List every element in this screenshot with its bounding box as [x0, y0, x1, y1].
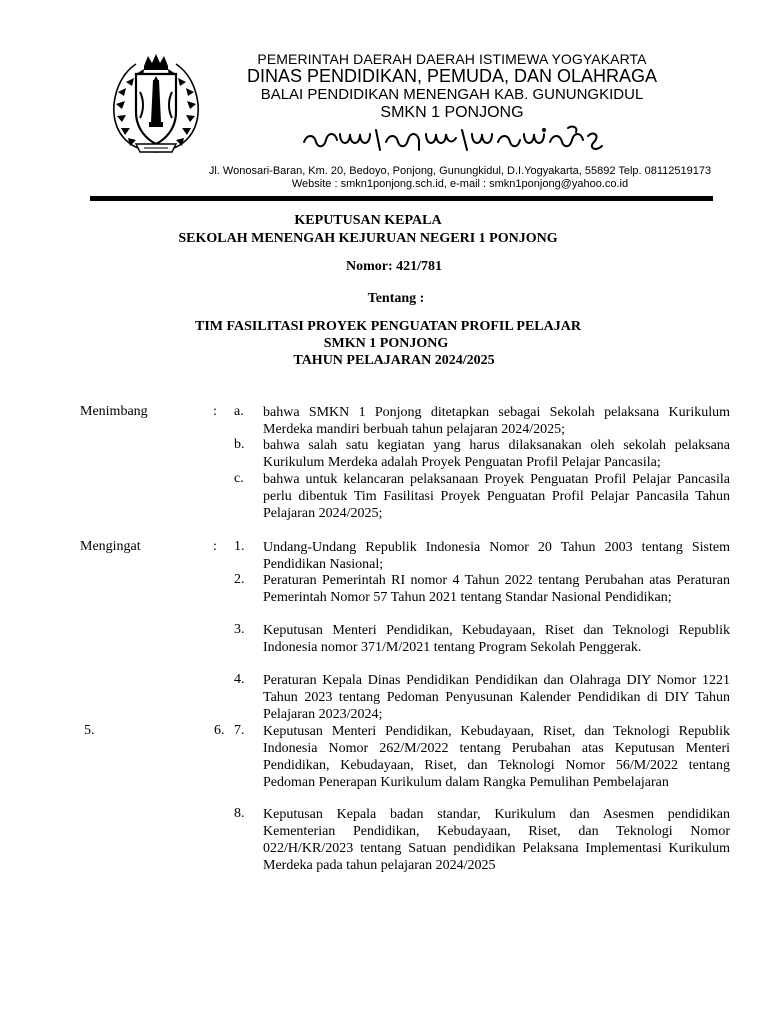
- list-item: Keputusan Menteri Pendidikan, Kebudayaan, Riset dan Teknologi Republik Indonesia nomor 371/M/2021 tentang Program Sekolah Penggerak.: [263, 623, 730, 655]
- list-item: Keputusan Kepala badan standar, Kurikulum dan Asesmen pendidikan Kementerian Pendidikan, Kebudayaan, Riset, dan Teknologi Nomor 022/H/KR/2023 tentang Satuan pendidikan Pelaksana Implementasi Kurikulum Merdeka pada tahun pelajaran 2024/2025: [263, 807, 730, 873]
- mengingat-colon: :: [213, 539, 217, 554]
- stray-list-marker: 5.: [84, 723, 95, 738]
- javanese-script-school-name: [300, 124, 610, 154]
- list-marker: 8.: [234, 806, 245, 821]
- letterhead-address: Jl. Wonosari-Baran, Km. 20, Bedoyo, Ponjong, Gunungkidul, D.I.Yogyakarta, 55892 Telp. 08112519173: [208, 165, 712, 177]
- decree-issuer: SEKOLAH MENENGAH KEJURUAN NEGERI 1 PONJONG: [178, 231, 558, 246]
- list-item: bahwa SMKN 1 Ponjong ditetapkan sebagai Sekolah pelaksana Kurikulum Merdeka mandiri berbuah tahun pelajaran 2024/2025;: [263, 405, 730, 437]
- letterhead-divider: [90, 196, 713, 201]
- decree-subject-school: SMKN 1 PONJONG: [323, 336, 449, 351]
- list-marker: c.: [234, 471, 244, 486]
- coat-of-arms-logo-icon: [106, 52, 206, 162]
- list-item: Peraturan Kepala Dinas Pendidikan Pendidikan dan Olahraga DIY Nomor 1221 Tahun 2023 tentang Pedoman Penyusunan Kalender Pendidikan di DIY Tahun Pelajaran 2023/2024;: [263, 673, 730, 722]
- decree-title: KEPUTUSAN KEPALA: [294, 213, 442, 228]
- decree-subject: TIM FASILITASI PROYEK PENGUATAN PROFIL PELAJAR: [195, 319, 581, 334]
- list-item: bahwa untuk kelancaran pelaksanaan Proyek Penguatan Profil Pelajar Pancasila perlu dibentuk Tim Fasilitasi Proyek Penguatan Profil Pelajar Pancasila Tahun Pelajaran 2024/2025;: [263, 472, 730, 521]
- list-marker: 7.: [234, 723, 245, 738]
- letterhead-government: PEMERINTAH DAERAH DAERAH ISTIMEWA YOGYAKARTA: [257, 51, 647, 67]
- list-marker: 1.: [234, 539, 245, 554]
- decree-number: Nomor: 421/781: [345, 259, 443, 274]
- stray-list-marker: 6.: [214, 723, 225, 738]
- menimbang-label: Menimbang: [80, 404, 148, 419]
- letterhead-school: SMKN 1 PONJONG: [380, 104, 524, 121]
- list-marker: a.: [234, 404, 244, 419]
- decree-subject-year: TAHUN PELAJARAN 2024/2025: [293, 353, 495, 368]
- list-item: Peraturan Pemerintah RI nomor 4 Tahun 2022 tentang Perubahan atas Peraturan Pemerintah Nomor 57 Tahun 2021 tentang Standar Nasional Pendidikan;: [263, 573, 730, 605]
- list-item: Keputusan Menteri Pendidikan, Kebudayaan, Riset, dan Teknologi Republik Indonesia Nomor 262/M/2022 tentang Perubahan atas Keputusan Menteri Pendidikan, Kebudayaan, Riset, dan Teknologi Nomor 56/M/2022 tentang Pedoman Penerapan Kurikulum dalam Rangka Pemulihan Pembelajaran: [263, 724, 730, 790]
- mengingat-label: Mengingat: [80, 539, 141, 554]
- list-marker: b.: [234, 437, 245, 452]
- decree-about-label: Tentang :: [367, 291, 425, 306]
- list-item: Undang-Undang Republik Indonesia Nomor 20 Tahun 2003 tentang Sistem Pendidikan Nasional;: [263, 540, 730, 572]
- letterhead-office: BALAI PENDIDIKAN MENENGAH KAB. GUNUNGKIDUL: [260, 86, 644, 103]
- list-item: bahwa salah satu kegiatan yang harus dilaksanakan oleh sekolah pelaksana Kurikulum Merdeka adalah Proyek Penguatan Profil Pelajar Pancasila;: [263, 438, 730, 470]
- list-marker: 2.: [234, 572, 245, 587]
- list-marker: 3.: [234, 622, 245, 637]
- menimbang-colon: :: [213, 404, 217, 419]
- list-marker: 4.: [234, 672, 245, 687]
- letterhead-agency: DINAS PENDIDIKAN, PEMUDA, DAN OLAHRAGA: [246, 66, 658, 86]
- letterhead-contact: Website : smkn1ponjong.sch.id, e-mail : smkn1ponjong@yahoo.co.id: [291, 178, 629, 190]
